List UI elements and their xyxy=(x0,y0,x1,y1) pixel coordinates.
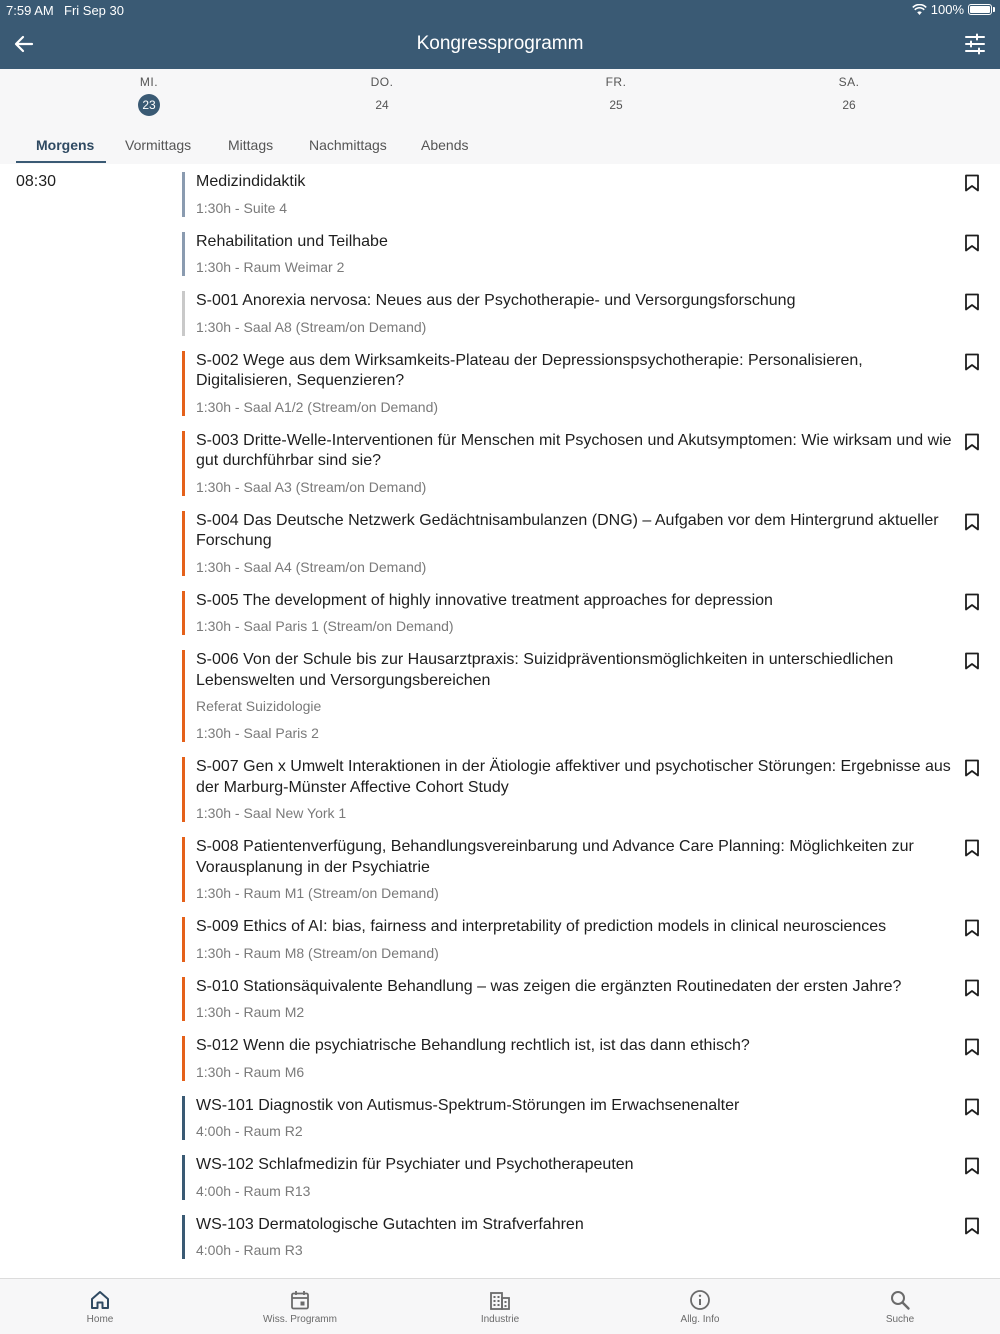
session-title: S-012 Wenn die psychiatrische Behandlung rechtlich ist, ist das dann ethisch? xyxy=(196,1037,750,1054)
bookmark-icon[interactable] xyxy=(964,593,980,611)
battery-icon xyxy=(968,4,992,15)
building-icon xyxy=(489,1289,511,1311)
session-item[interactable] xyxy=(182,1215,1000,1260)
session-title: S-002 Wege aus dem Wirksamkeits-Plateau der Depressionspsychotherapie: Personalisieren, Digitalisieren, Sequenzieren? xyxy=(196,351,863,389)
session-organizer: Referat Suizidologie xyxy=(196,698,322,714)
bookmark-icon[interactable] xyxy=(964,1157,980,1175)
tab-mittags[interactable]: Mittags xyxy=(228,137,274,153)
session-item[interactable] xyxy=(182,172,1000,217)
bookmark-icon[interactable] xyxy=(964,234,980,252)
tab-nachmittags[interactable]: Nachmittags xyxy=(309,137,387,153)
session-duration-room: 1:30h - Raum M6 xyxy=(196,1063,305,1080)
status-date: Fri Sep 30 xyxy=(64,3,124,18)
session-duration-room: 1:30h - Saal Paris 2 xyxy=(196,725,319,741)
session-item[interactable] xyxy=(182,351,1000,416)
bookmark-icon[interactable] xyxy=(964,979,980,997)
sliders-icon[interactable] xyxy=(964,33,986,55)
tab-morgens[interactable]: Morgens xyxy=(36,137,95,153)
session-list xyxy=(0,164,1000,1278)
session-title: S-008 Patientenverfügung, Behandlungsvereinbarung und Advance Care Planning: Möglichkeiten zur Vorausplanung in der Psychiatrie xyxy=(196,838,914,876)
session-title: WS-102 Schlafmedizin für Psychiater und Psychotherapeuten xyxy=(196,1156,634,1173)
bottom-nav-suche[interactable] xyxy=(840,1289,960,1325)
day-number: 26 xyxy=(842,98,856,112)
active-tab-indicator xyxy=(16,161,106,163)
session-title: S-005 The development of highly innovative treatment approaches for depression xyxy=(196,591,773,609)
session-title: S-004 Das Deutsche Netzwerk Gedächtnisambulanzen (DNG) – Aufgaben vor dem Hintergrund aktueller Forschung xyxy=(196,511,939,549)
session-duration-room: 1:30h - Saal New York 1 xyxy=(196,805,347,821)
session-duration-room: 4:00h - Raum R2 xyxy=(196,1123,303,1139)
session-title: S-001 Anorexia nervosa: Neues aus der Psychotherapie- und Versorgungsforschung xyxy=(196,292,796,309)
session-duration-room: 1:30h - Raum M8 (Stream/on Demand) xyxy=(196,944,439,961)
session-title: Medizindidaktik xyxy=(196,173,306,190)
bottom-nav-allg-info[interactable] xyxy=(640,1289,760,1325)
session-duration-room: 1:30h - Raum M2 xyxy=(196,1004,305,1020)
tab-abends[interactable]: Abends xyxy=(421,137,469,153)
battery-percent: 100% xyxy=(930,2,964,17)
session-item[interactable] xyxy=(182,977,1000,1022)
session-item[interactable] xyxy=(182,757,1000,822)
calendar-icon xyxy=(289,1289,311,1311)
bookmark-icon[interactable] xyxy=(964,839,980,857)
session-title: WS-101 Diagnostik von Autismus-Spektrum-Störungen im Erwachsenenalter xyxy=(196,1096,740,1114)
session-item[interactable] xyxy=(182,1155,1000,1200)
bookmark-icon[interactable] xyxy=(964,513,980,531)
session-duration-room: 4:00h - Raum R3 xyxy=(196,1242,303,1258)
bottom-nav-wiss-programm[interactable] xyxy=(240,1289,360,1325)
bookmark-icon[interactable] xyxy=(964,174,980,192)
search-icon xyxy=(889,1289,911,1311)
bookmark-icon[interactable] xyxy=(964,1038,980,1056)
session-duration-room: 1:30h - Saal A4 (Stream/on Demand) xyxy=(196,558,427,575)
session-duration-room: 1:30h - Saal A8 (Stream/on Demand) xyxy=(196,318,427,335)
session-duration-room: 1:30h - Saal Paris 1 (Stream/on Demand) xyxy=(196,618,454,634)
session-duration-room: 1:30h - Raum M1 (Stream/on Demand) xyxy=(196,885,439,901)
bottom-nav-label: Industrie xyxy=(480,1314,520,1325)
status-right xyxy=(912,2,992,17)
session-duration-room: 1:30h - Suite 4 xyxy=(196,199,288,216)
bottom-nav-label: Suche xyxy=(885,1314,915,1325)
session-item[interactable] xyxy=(182,511,1000,576)
day-name: FR. xyxy=(605,75,627,89)
day-number: 23 xyxy=(138,94,160,116)
session-item[interactable] xyxy=(182,650,1000,742)
bookmark-icon[interactable] xyxy=(964,652,980,670)
bottom-nav-home[interactable] xyxy=(40,1289,160,1325)
bookmark-icon[interactable] xyxy=(964,433,980,451)
session-title: S-007 Gen x Umwelt Interaktionen in der Ätiologie affektiver und psychotischer Störungen: Ergebnisse aus der Marburg-Münster Affective Cohort Study xyxy=(196,758,951,796)
bookmark-icon[interactable] xyxy=(964,293,980,311)
session-duration-room: 4:00h - Raum R13 xyxy=(196,1182,311,1199)
session-title: Rehabilitation und Teilhabe xyxy=(196,232,388,250)
tab-vormittags[interactable]: Vormittags xyxy=(125,137,192,153)
session-item[interactable] xyxy=(182,917,1000,962)
status-time: 7:59 AM xyxy=(6,3,54,18)
session-item[interactable] xyxy=(182,291,1000,336)
bottom-navigation xyxy=(0,1278,1000,1334)
time-of-day-tabs xyxy=(0,119,1000,164)
session-item[interactable] xyxy=(182,431,1000,496)
session-item[interactable] xyxy=(182,232,1000,277)
bottom-nav-label: Wiss. Programm xyxy=(263,1314,337,1325)
day-tab-0[interactable] xyxy=(89,75,209,116)
session-title: S-010 Stationsäquivalente Behandlung – was zeigen die ergänzten Routinedaten der ersten Jahre? xyxy=(196,977,902,995)
day-tab-1[interactable] xyxy=(322,75,442,116)
home-icon xyxy=(89,1289,111,1311)
bottom-nav-label: Home xyxy=(86,1314,114,1325)
bookmark-icon[interactable] xyxy=(964,1217,980,1235)
wifi-icon xyxy=(912,4,927,16)
bottom-nav-industrie[interactable] xyxy=(440,1289,560,1325)
day-name: DO. xyxy=(370,75,394,89)
day-tab-2[interactable] xyxy=(556,75,676,116)
session-title: WS-103 Dermatologische Gutachten im Strafverfahren xyxy=(196,1215,584,1233)
session-title: S-003 Dritte-Welle-Interventionen für Menschen mit Psychosen und Akutsymptomen: Wie wirksam und wie gut durchführbar sind sie? xyxy=(196,431,952,469)
session-item[interactable] xyxy=(182,591,1000,636)
day-number: 25 xyxy=(609,98,623,112)
sessions-container xyxy=(182,172,1000,1274)
day-selector xyxy=(0,69,1000,119)
bookmark-icon[interactable] xyxy=(964,759,980,777)
app-header xyxy=(0,0,1000,69)
session-item[interactable] xyxy=(182,1096,1000,1141)
info-icon xyxy=(689,1289,711,1311)
bookmark-icon[interactable] xyxy=(964,353,980,371)
bookmark-icon[interactable] xyxy=(964,1098,980,1116)
day-name: MI. xyxy=(139,75,159,89)
session-duration-room: 1:30h - Saal A1/2 (Stream/on Demand) xyxy=(196,398,439,415)
session-item[interactable] xyxy=(182,837,1000,902)
session-duration-room: 1:30h - Saal A3 (Stream/on Demand) xyxy=(196,478,427,495)
time-slot-label: 08:30 xyxy=(16,173,57,190)
day-tab-3[interactable] xyxy=(789,75,909,116)
session-title: S-009 Ethics of AI: bias, fairness and interpretability of prediction models in clinical neurosciences xyxy=(196,918,887,935)
day-number: 24 xyxy=(375,98,389,112)
status-bar xyxy=(0,0,1000,22)
bottom-nav-label: Allg. Info xyxy=(680,1314,720,1325)
session-duration-room: 1:30h - Raum Weimar 2 xyxy=(196,259,345,275)
day-name: SA. xyxy=(838,75,860,89)
session-item[interactable] xyxy=(182,1036,1000,1081)
session-title: S-006 Von der Schule bis zur Hausarztpraxis: Suizidpräventionsmöglichkeiten in unterschiedlichen Lebenswelten und Versorgungsbereichen xyxy=(196,651,894,689)
bookmark-icon[interactable] xyxy=(964,919,980,937)
page-title: Kongressprogramm xyxy=(416,33,584,54)
